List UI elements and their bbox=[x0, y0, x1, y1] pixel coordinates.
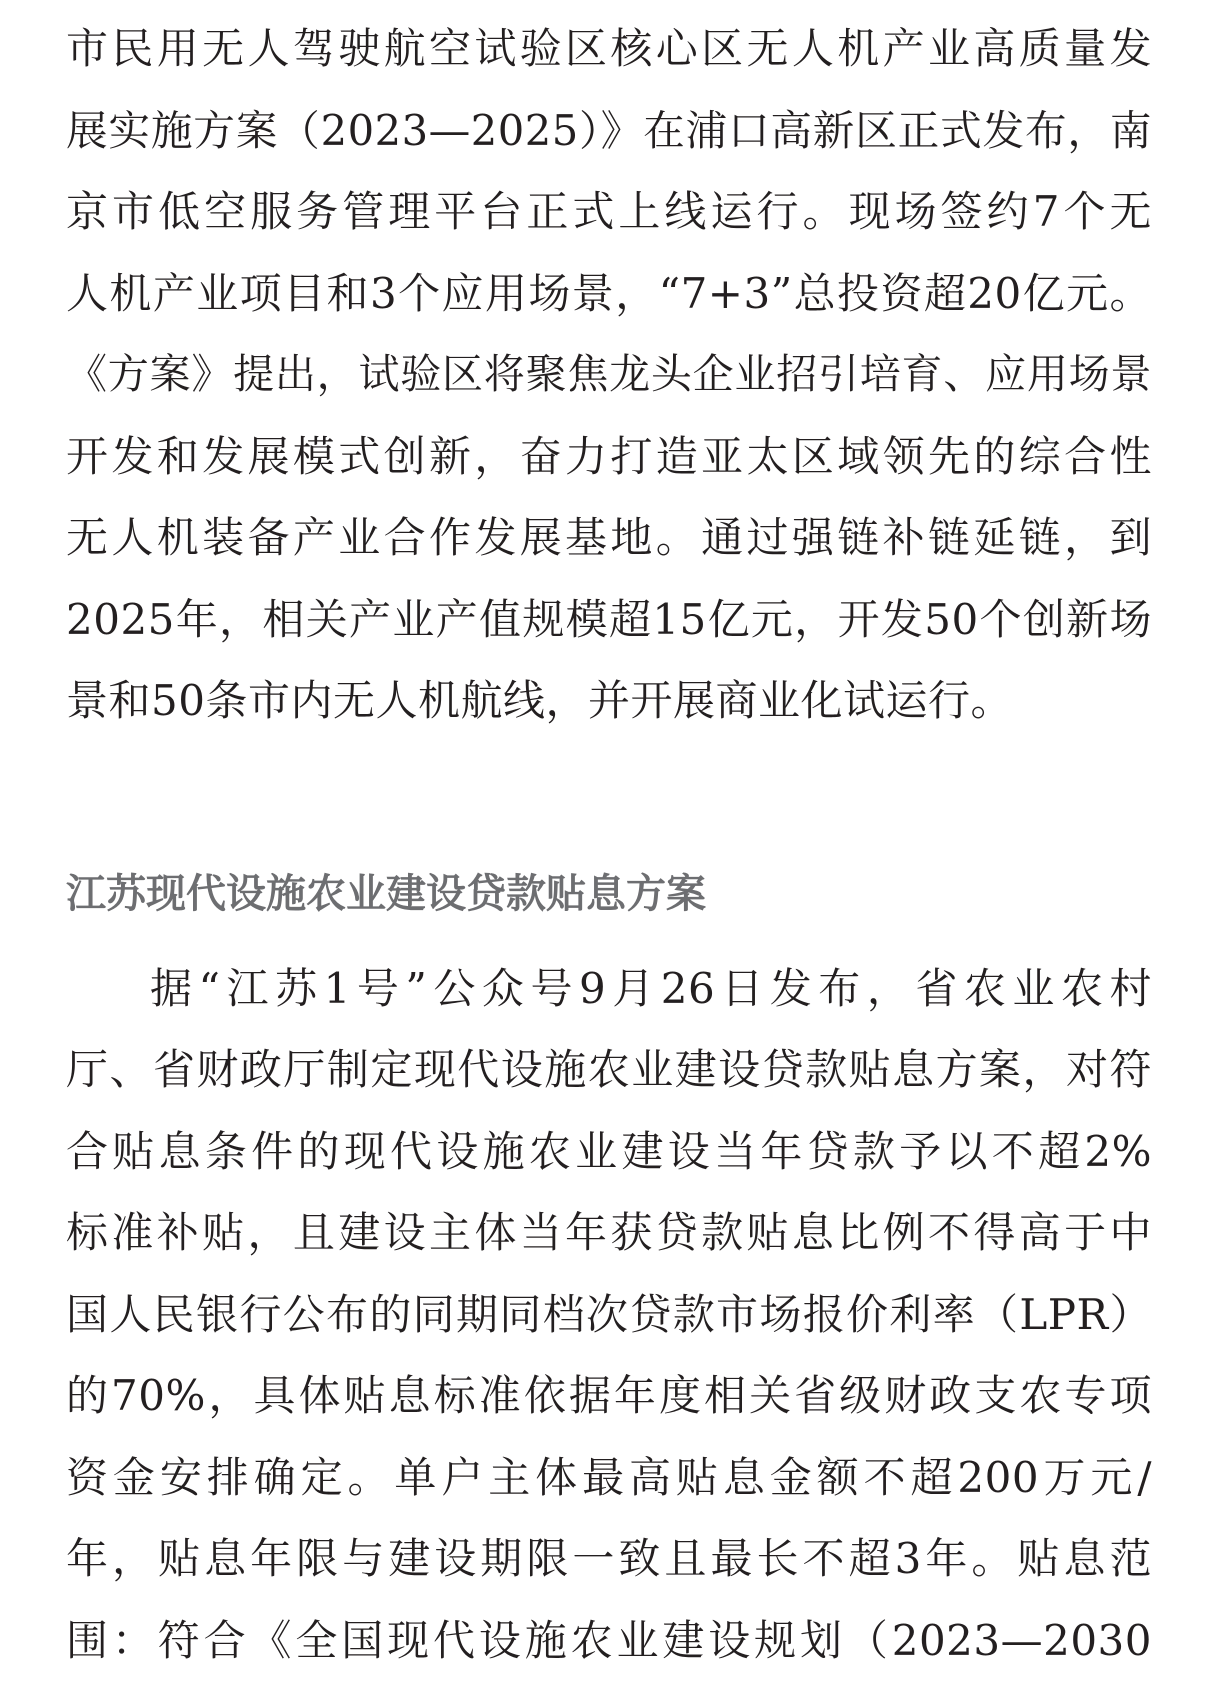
text-line: 展实施方案（2023—2025）》在浦口高新区正式发布，南 bbox=[66, 90, 1152, 172]
text-line: 资金安排确定。单户主体最高贴息金额不超200万元/ bbox=[66, 1437, 1152, 1519]
article-page bbox=[66, 8, 1152, 1681]
text-line: 合贴息条件的现代设施农业建设当年贷款予以不超2% bbox=[66, 1111, 1152, 1193]
text-line: 年，贴息年限与建设期限一致且最长不超3年。贴息范 bbox=[66, 1518, 1152, 1600]
text-line: 据“江苏1号”公众号9月26日发布，省农业农村 bbox=[66, 948, 1152, 1030]
text-line: 的70%，具体贴息标准依据年度相关省级财政支农专项 bbox=[66, 1355, 1152, 1437]
text-line: 市民用无人驾驶航空试验区核心区无人机产业高质量发 bbox=[66, 8, 1152, 90]
section-spacer bbox=[66, 742, 1152, 854]
paragraph-drone-industry bbox=[66, 8, 1152, 742]
text-line: 开发和发展模式创新，奋力打造亚太区域领先的综合性 bbox=[66, 416, 1152, 498]
text-line: 景和50条市内无人机航线，并开展商业化试运行。 bbox=[66, 660, 1152, 742]
text-line: 京市低空服务管理平台正式上线运行。现场签约7个无 bbox=[66, 171, 1152, 253]
text-line: 国人民银行公布的同期同档次贷款市场报价利率（LPR） bbox=[66, 1274, 1152, 1356]
text-line: 2025年，相关产业产值规模超15亿元，开发50个创新场 bbox=[66, 579, 1152, 661]
section-heading: 江苏现代设施农业建设贷款贴息方案 bbox=[66, 854, 1152, 934]
paragraph-loan-subsidy bbox=[66, 948, 1152, 1681]
text-line: 标准补贴，且建设主体当年获贷款贴息比例不得高于中 bbox=[66, 1192, 1152, 1274]
text-line: 无人机装备产业合作发展基地。通过强链补链延链，到 bbox=[66, 497, 1152, 579]
text-line: 厅、省财政厅制定现代设施农业建设贷款贴息方案，对符 bbox=[66, 1029, 1152, 1111]
text-line: 《方案》提出，试验区将聚焦龙头企业招引培育、应用场景 bbox=[66, 334, 1152, 416]
text-line: 人机产业项目和3个应用场景，“7+3”总投资超20亿元。 bbox=[66, 253, 1152, 335]
text-line: 围：符合《全国现代设施农业建设规划（2023—2030 bbox=[66, 1600, 1152, 1681]
